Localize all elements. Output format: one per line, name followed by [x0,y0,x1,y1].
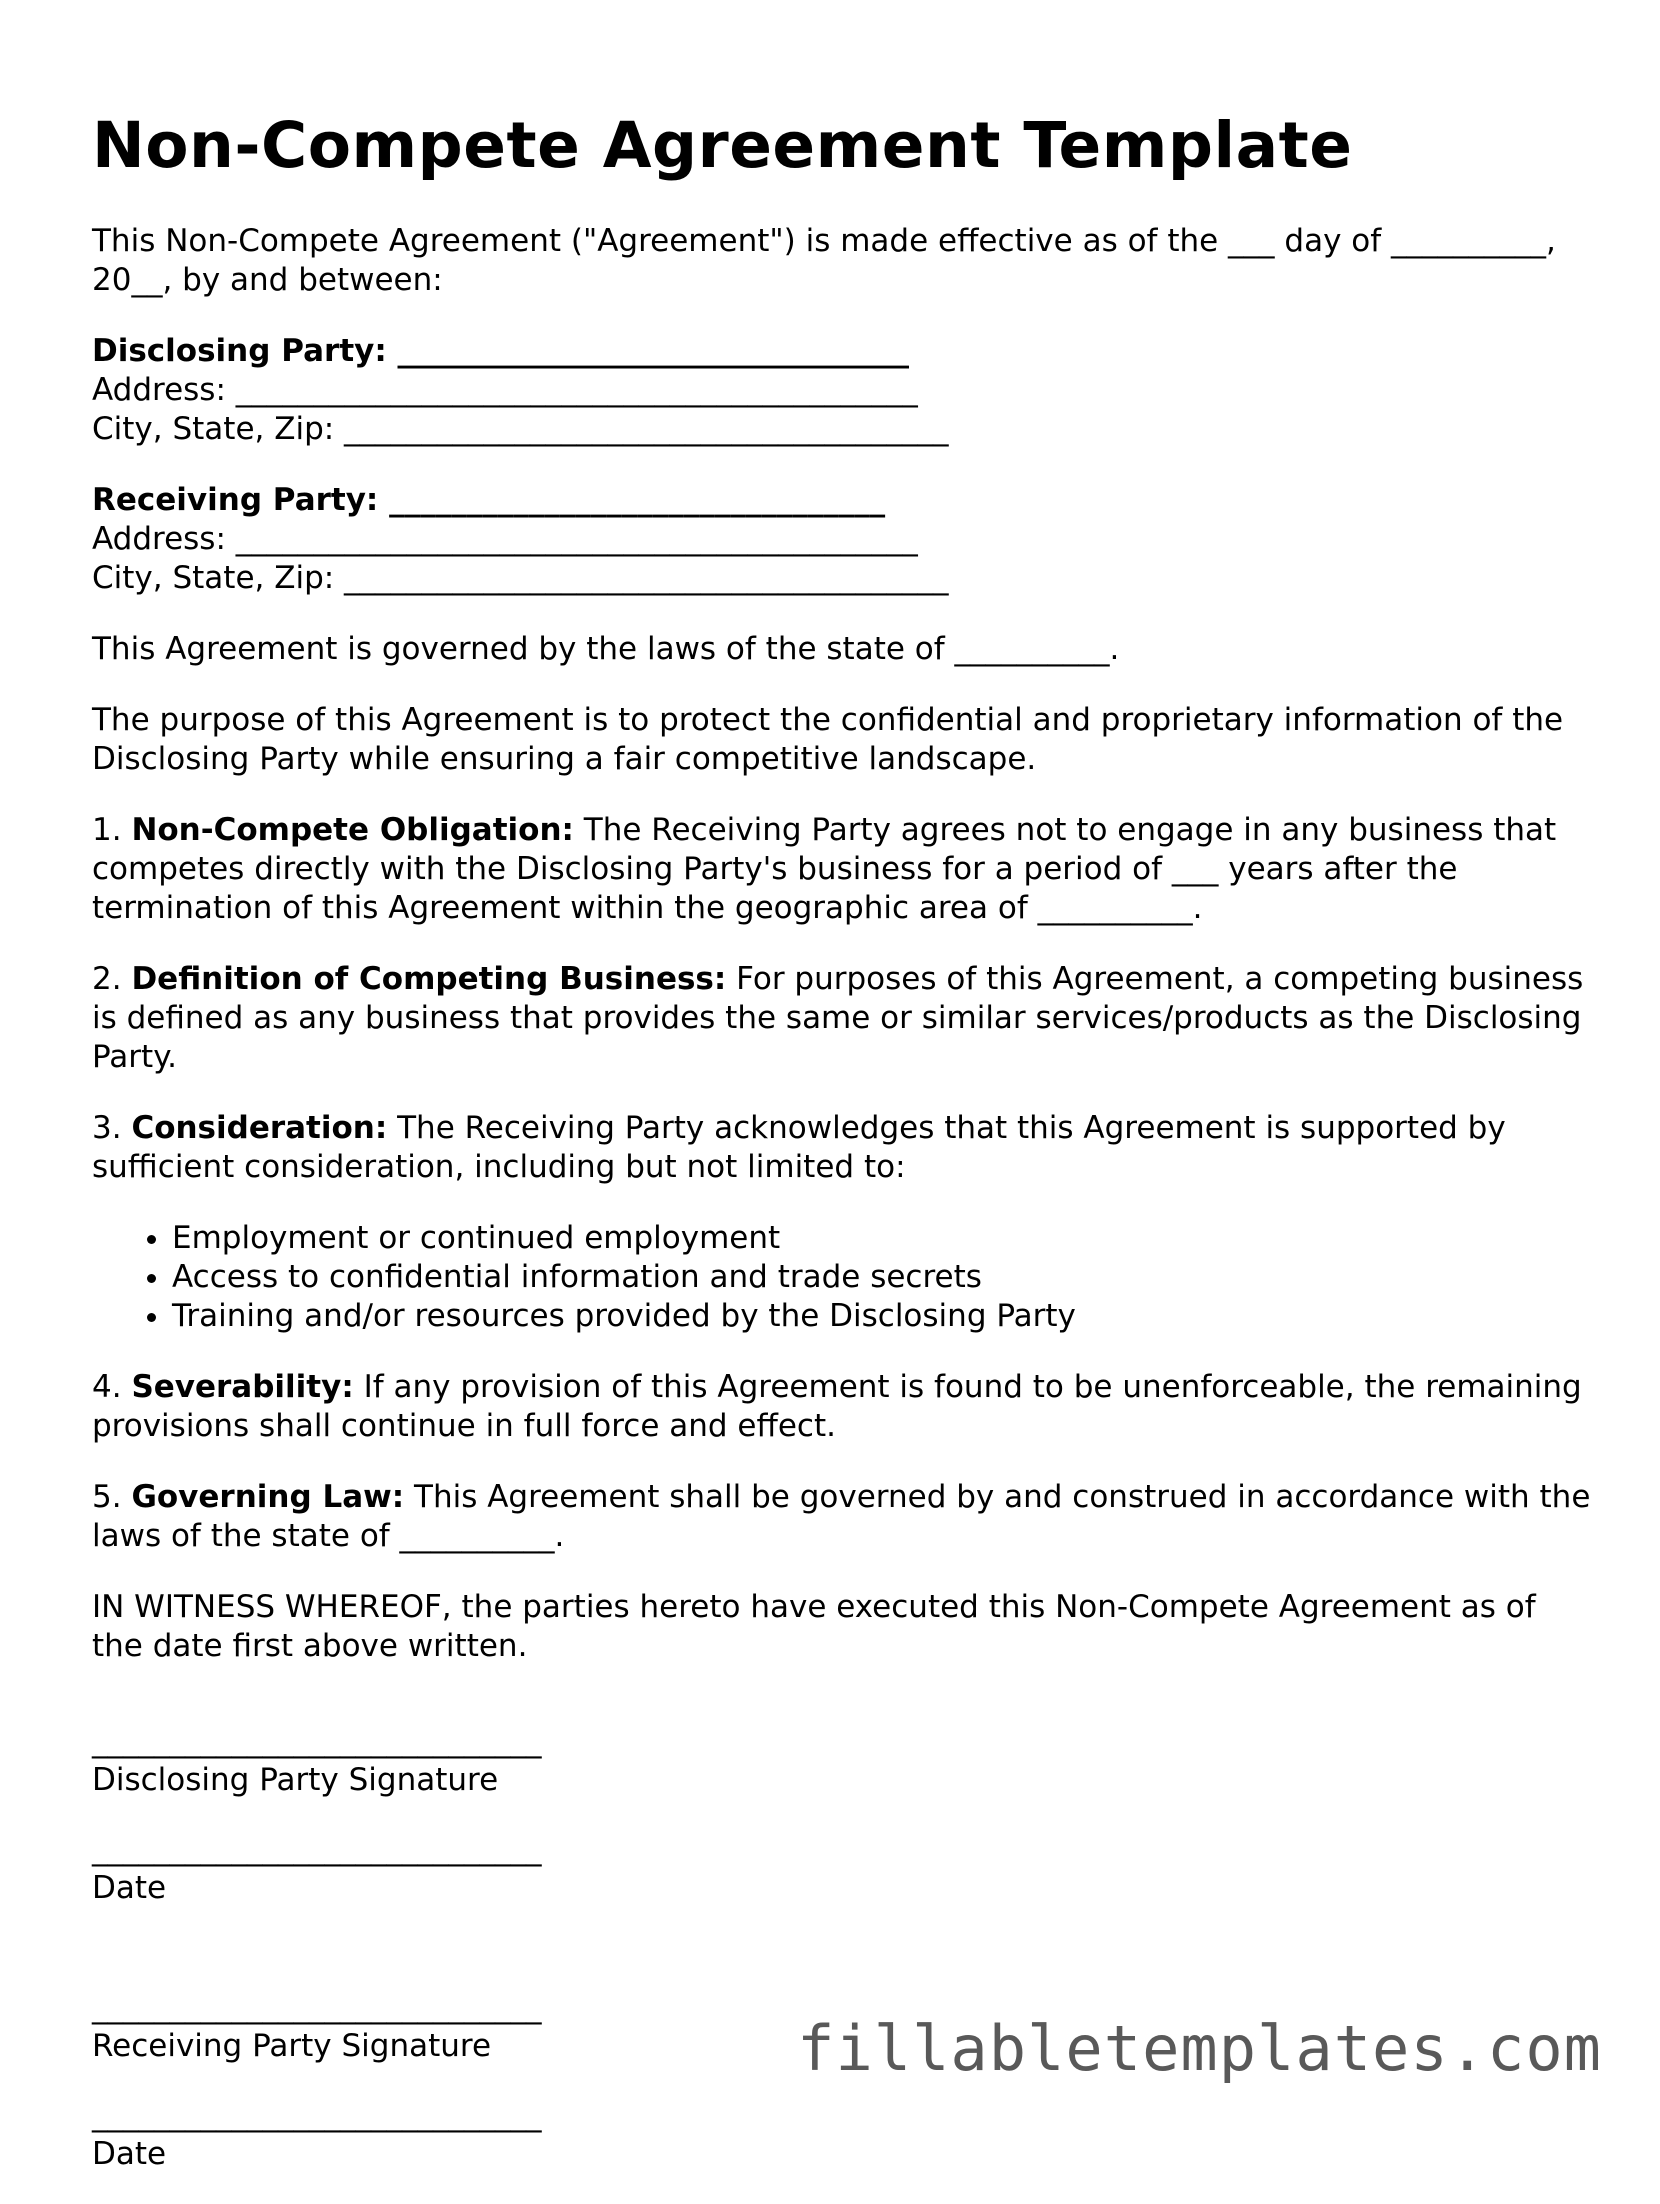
section-1-number: 1. [92,811,122,848]
section-2-text: For purposes of this Agreement, a competing business is defined as any business that provides the same or similar services/products as the Disclosing Party. [92,960,1584,1075]
purpose-paragraph: The purpose of this Agreement is to protect the confidential and proprietary information of the Disclosing Party while ensuring a fair competitive landscape. [92,701,1564,777]
section-2-heading: Definition of Competing Business: [131,960,727,997]
governed-paragraph: This Agreement is governed by the laws of the state of __________. [92,630,1120,667]
section-5 [92,1478,1592,1556]
signature-spacer [92,1938,1592,1988]
disclosing-address-line: Address: ____________________________________________ [92,371,918,408]
disclosing-party-block [92,332,1592,449]
intro-paragraph: This Non-Compete Agreement ("Agreement") is made effective as of the ___ day of __________, 20__, by and between: [92,222,1556,298]
disclosing-city-line: City, State, Zip: _______________________________________ [92,410,949,447]
disclosing-party-label: Disclosing Party: [92,332,387,369]
section-1 [92,811,1592,928]
section-5-text: This Agreement shall be governed by and construed in accordance with the laws of the state of __________. [92,1478,1591,1554]
watermark: fillabletemplates.com [797,2012,1602,2085]
receiving-date-line[interactable]: _____________________________ [92,2096,542,2133]
section-5-number: 5. [92,1478,122,1515]
section-4-number: 4. [92,1368,122,1405]
disclosing-signature-label: Disclosing Party Signature [92,1761,499,1798]
section-5-heading: Governing Law: [131,1478,405,1515]
receiving-city-line: City, State, Zip: _______________________________________ [92,559,949,596]
section-4-text: If any provision of this Agreement is found to be unenforceable, the remaining provisions shall continue in full force and effect. [92,1368,1582,1444]
disclosing-date-label: Date [92,1869,167,1906]
section-4 [92,1368,1592,1446]
section-3-text: The Receiving Party acknowledges that this Agreement is supported by sufficient consideration, including but not limited to: [92,1109,1506,1185]
signature-block [92,1722,1592,2174]
receiving-address-line: Address: ____________________________________________ [92,520,918,557]
receiving-signature-line[interactable]: _____________________________ [92,1988,542,2025]
disclosing-party-line [92,332,1592,371]
receiving-party-line [92,481,1592,520]
receiving-party-label: Receiving Party: [92,481,379,518]
receiving-signature-label: Receiving Party Signature [92,2027,492,2064]
section-3-number: 3. [92,1109,122,1146]
witness-paragraph: IN WITNESS WHEREOF, the parties hereto have executed this Non-Compete Agreement as of the date first above written. [92,1588,1536,1664]
section-1-heading: Non-Compete Obligation: [131,811,574,848]
section-2 [92,960,1592,1077]
list-item: • Training and/or resources provided by the Disclosing Party [172,1297,1592,1336]
list-item: • Access to confidential information and trade secrets [172,1258,1592,1297]
disclosing-party-name-blank: _________________________________ [386,332,910,369]
disclosing-date-line[interactable]: _____________________________ [92,1830,542,1867]
section-3-heading: Consideration: [131,1109,388,1146]
receiving-party-name-blank: ________________________________ [378,481,886,518]
document-title: Non-Compete Agreement Template [92,109,1353,182]
section-3 [92,1109,1592,1187]
disclosing-signature-line[interactable]: _____________________________ [92,1722,542,1759]
section-2-number: 2. [92,960,122,997]
document-page [92,108,1592,2204]
section-1-text: The Receiving Party agrees not to engage in any business that competes directly with the Disclosing Party's business for a period of ___ years after the termination of this Agreement within the geographic area of __________. [92,811,1557,926]
receiving-party-block [92,481,1592,598]
receiving-date-label: Date [92,2135,167,2172]
list-item: • Employment or continued employment [172,1219,1592,1258]
consideration-list [92,1219,1592,1336]
section-4-heading: Severability: [131,1368,354,1405]
